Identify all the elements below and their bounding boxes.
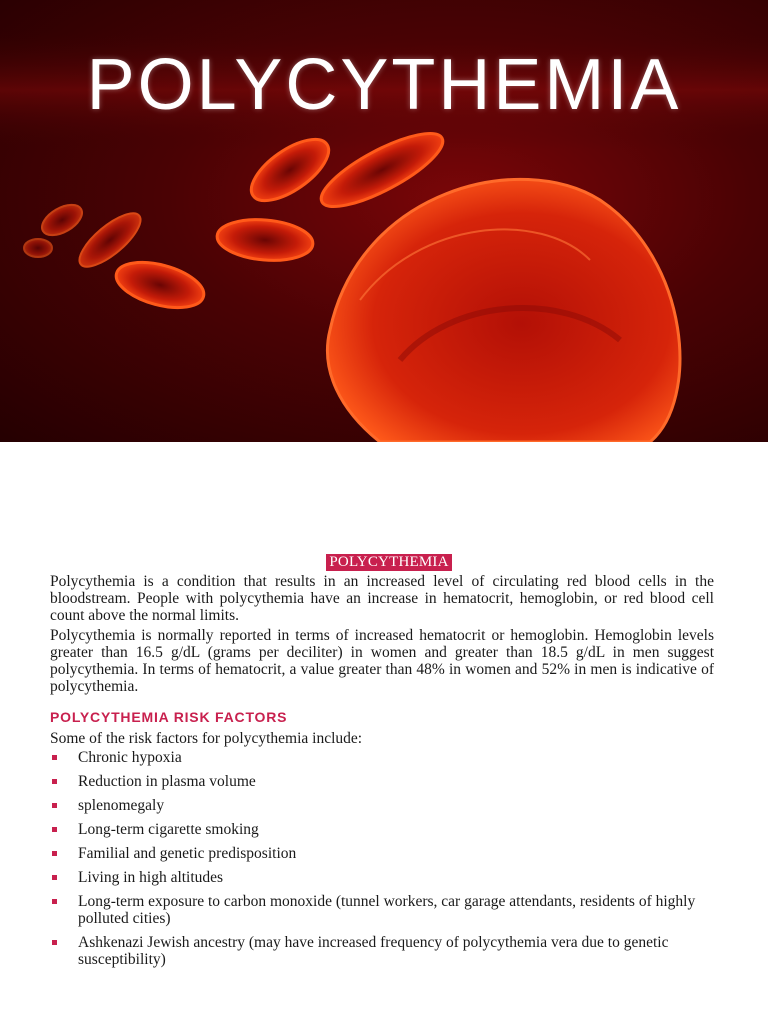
list-item-text: Reduction in plasma volume bbox=[78, 773, 256, 790]
hero-banner bbox=[0, 0, 768, 442]
paragraph-thresholds: Polycythemia is normally reported in terms of increased hematocrit or hemoglobin. Hemoglobin levels greater than 16.5 g/dL (grams per deciliter) in women and greater than 18.5 g/dL in men suggest polycythemia. In terms of hematocrit, a value greater than 48% in women and 52% in men is indicative of polycythemia. bbox=[50, 627, 714, 695]
bullet-icon bbox=[52, 899, 57, 904]
list-item-text: Long-term cigarette smoking bbox=[78, 821, 259, 838]
bullet-icon bbox=[52, 940, 57, 945]
bullet-icon bbox=[52, 755, 57, 760]
list-item bbox=[50, 821, 714, 838]
hero-title: POLYCYTHEMIA bbox=[86, 45, 682, 125]
bullet-icon bbox=[52, 851, 57, 856]
bullet-icon bbox=[52, 827, 57, 832]
bullet-icon bbox=[52, 803, 57, 808]
large-blood-cell bbox=[327, 179, 679, 442]
bullet-icon bbox=[52, 779, 57, 784]
list-item bbox=[50, 845, 714, 862]
risk-factors-intro: Some of the risk factors for polycythemia include: bbox=[50, 730, 363, 747]
list-item-text: Familial and genetic predisposition bbox=[78, 845, 297, 862]
list-item bbox=[50, 869, 714, 886]
list-item-text: Ashkenazi Jewish ancestry (may have increased frequency of polycythemia vera due to genetic susceptibility) bbox=[78, 934, 669, 968]
document-title: POLYCYTHEMIA bbox=[326, 554, 451, 571]
list-item-text: Chronic hypoxia bbox=[78, 749, 182, 766]
list-item-text: Long-term exposure to carbon monoxide (tunnel workers, car garage attendants, residents of highly polluted cities) bbox=[78, 893, 696, 927]
risk-factors-list bbox=[50, 749, 714, 968]
list-item bbox=[50, 773, 714, 790]
document-title-wrap bbox=[64, 553, 714, 571]
paragraph-definition: Polycythemia is a condition that results in an increased level of circulating red blood cells in the bloodstream. People with polycythemia have an increase in hematocrit, hemoglobin, or red blood cell count above the normal limits. bbox=[50, 573, 714, 624]
list-item-text: Living in high altitudes bbox=[78, 869, 224, 886]
bullet-icon bbox=[52, 875, 57, 880]
list-item bbox=[50, 893, 714, 927]
list-item bbox=[50, 749, 714, 766]
document-body bbox=[50, 553, 714, 975]
risk-factors-heading: POLYCYTHEMIA RISK FACTORS bbox=[50, 709, 288, 725]
list-item bbox=[50, 934, 714, 968]
list-item-text: splenomegaly bbox=[78, 797, 165, 814]
list-item bbox=[50, 797, 714, 814]
